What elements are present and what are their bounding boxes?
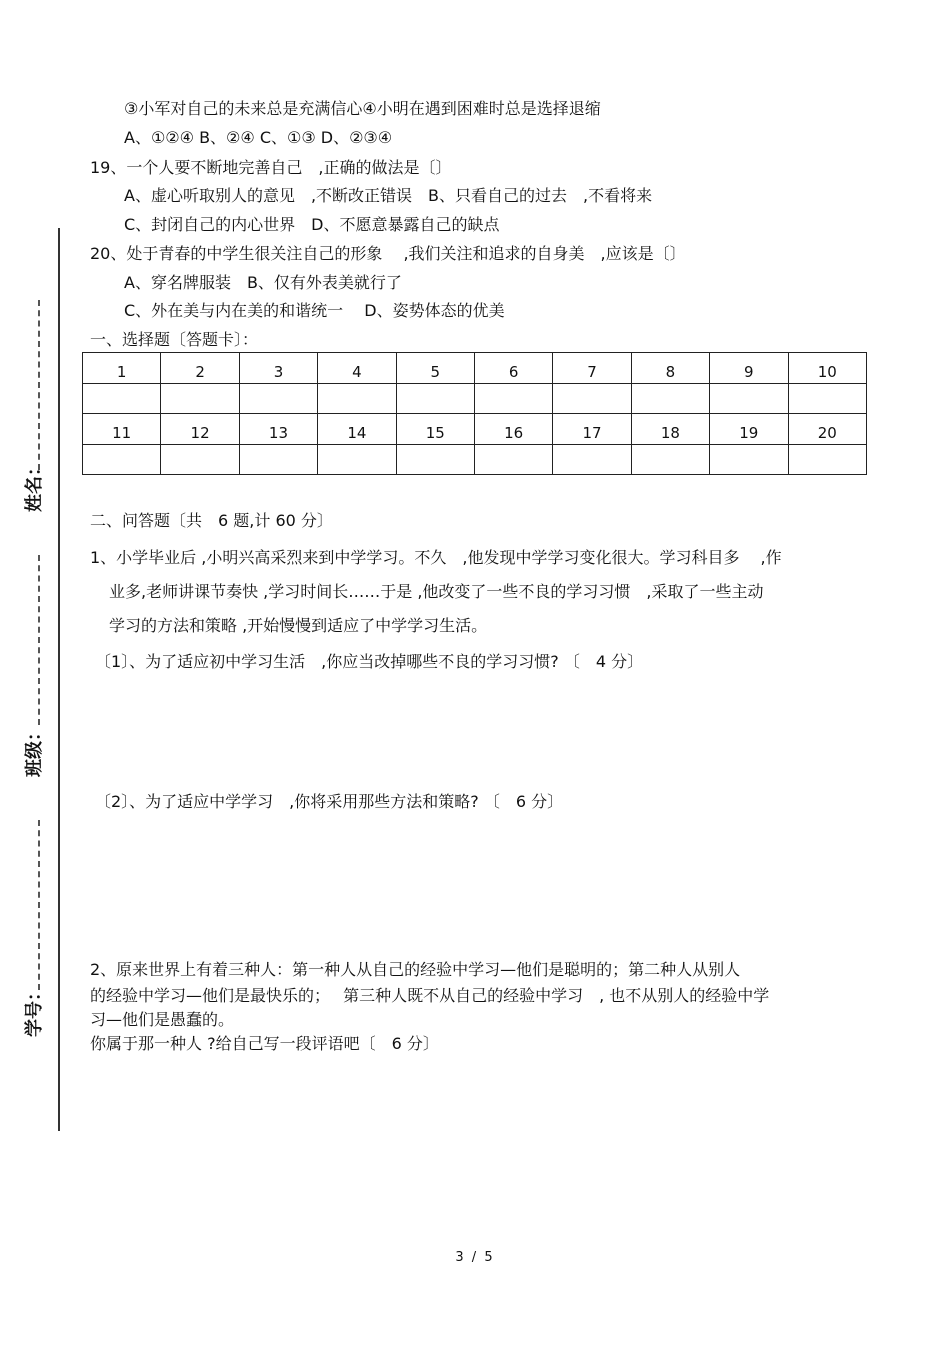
q20-options-ab: A、穿名牌服装 B、仅有外表美就行了 xyxy=(124,273,402,292)
part2-q1-line2: 业多,老师讲课节奏快 ,学习时间长……于是 ,他改变了一些不良的学习习惯 ,采取了一些主动 xyxy=(109,582,764,601)
page-number: 3 / 5 xyxy=(455,1250,495,1265)
answer-card-number: 9 xyxy=(710,353,788,384)
answer-cell[interactable] xyxy=(396,384,474,414)
part2-q1-sub2: 〔2〕、为了适应中学学习 ,你将采用那些方法和策略? 〔 6 分〕 xyxy=(95,792,564,811)
part2-q1-line3: 学习的方法和策略 ,开始慢慢到适应了中学学习生活。 xyxy=(109,616,488,635)
answer-card-number-row xyxy=(83,353,867,384)
answer-cell[interactable] xyxy=(161,384,239,414)
answer-card-table xyxy=(82,352,867,475)
answer-card-answer-row xyxy=(83,445,867,475)
answer-cell[interactable] xyxy=(553,445,631,475)
part2-q2-line3: 习—他们是愚蠢的。 xyxy=(90,1010,235,1029)
q18-line: ③小军对自己的未来总是充满信心④小明在遇到困难时总是选择退缩 xyxy=(124,99,601,118)
part2-title: 二、问答题〔共 6 题,计 60 分〕 xyxy=(90,511,333,530)
answer-card-number: 5 xyxy=(396,353,474,384)
answer-cell[interactable] xyxy=(161,445,239,475)
answer-cell[interactable] xyxy=(318,445,396,475)
answer-card-title: 一、选择题〔答题卡〕： xyxy=(90,330,259,349)
answer-card-number: 8 xyxy=(631,353,709,384)
part2-q1-sub1: 〔1〕、为了适应初中学习生活 ,你应当改掉哪些不良的学习习惯? 〔 4 分〕 xyxy=(95,652,644,671)
answer-cell[interactable] xyxy=(631,384,709,414)
binding-dash xyxy=(38,300,40,470)
answer-card-number: 6 xyxy=(474,353,552,384)
answer-card-number: 20 xyxy=(788,414,866,445)
answer-card-number: 3 xyxy=(239,353,317,384)
binding-dash xyxy=(38,555,40,725)
q20-stem: 20、处于青春的中学生很关注自己的形象 ,我们关注和追求的自身美 ,应该是〔〕 xyxy=(90,244,686,263)
answer-card-number: 14 xyxy=(318,414,396,445)
answer-cell[interactable] xyxy=(710,445,788,475)
part2-q2-line2: 的经验中学习—他们是最快乐的； 第三种人既不从自己的经验中学习 , 也不从别人的经验中学 xyxy=(90,986,770,1005)
q19-stem: 19、一个人要不断地完善自己 ,正确的做法是〔〕 xyxy=(90,158,452,177)
name-label: 姓名： xyxy=(24,458,45,512)
answer-cell[interactable] xyxy=(710,384,788,414)
q20-options-cd: C、外在美与内在美的和谐统一 D、姿势体态的优美 xyxy=(124,301,505,320)
answer-card-number: 17 xyxy=(553,414,631,445)
answer-card-number: 11 xyxy=(83,414,161,445)
answer-cell[interactable] xyxy=(788,384,866,414)
answer-cell[interactable] xyxy=(83,384,161,414)
answer-cell[interactable] xyxy=(474,445,552,475)
answer-cell[interactable] xyxy=(239,445,317,475)
part2-q1-line1: 1、小学毕业后 ,小明兴高采烈来到中学学习。不久 ,他发现中学学习变化很大。学习科目多 ,作 xyxy=(90,548,782,567)
answer-card-number: 15 xyxy=(396,414,474,445)
answer-card-number: 2 xyxy=(161,353,239,384)
answer-card-number: 19 xyxy=(710,414,788,445)
part2-q2-line4: 你属于那一种人 ?给自己写一段评语吧〔 6 分〕 xyxy=(90,1034,439,1053)
answer-card-number: 18 xyxy=(631,414,709,445)
answer-card-number: 12 xyxy=(161,414,239,445)
q18-options: A、①②④ B、②④ C、①③ D、②③④ xyxy=(124,128,393,147)
answer-card-number: 13 xyxy=(239,414,317,445)
answer-cell[interactable] xyxy=(553,384,631,414)
q19-options-cd: C、封闭自己的内心世界 D、不愿意暴露自己的缺点 xyxy=(124,215,500,234)
answer-cell[interactable] xyxy=(396,445,474,475)
answer-cell[interactable] xyxy=(239,384,317,414)
q19-options-ab: A、虚心听取别人的意见 ,不断改正错误 B、只看自己的过去 ,不看将来 xyxy=(124,186,653,205)
answer-card-answer-row xyxy=(83,384,867,414)
answer-card-number-row xyxy=(83,414,867,445)
answer-card-number: 10 xyxy=(788,353,866,384)
answer-card-number: 4 xyxy=(318,353,396,384)
answer-cell[interactable] xyxy=(474,384,552,414)
class-label: 班级： xyxy=(24,723,45,777)
binding-dash xyxy=(38,820,40,990)
student-number-label: 学号： xyxy=(24,983,45,1037)
answer-card-number: 7 xyxy=(553,353,631,384)
binding-line xyxy=(58,228,60,1131)
answer-card-number: 1 xyxy=(83,353,161,384)
answer-card-number: 16 xyxy=(474,414,552,445)
answer-cell[interactable] xyxy=(83,445,161,475)
part2-q2-line1: 2、原来世界上有着三种人：第一种人从自己的经验中学习—他们是聪明的；第二种人从别人 xyxy=(90,960,741,979)
answer-cell[interactable] xyxy=(631,445,709,475)
answer-cell[interactable] xyxy=(318,384,396,414)
answer-cell[interactable] xyxy=(788,445,866,475)
